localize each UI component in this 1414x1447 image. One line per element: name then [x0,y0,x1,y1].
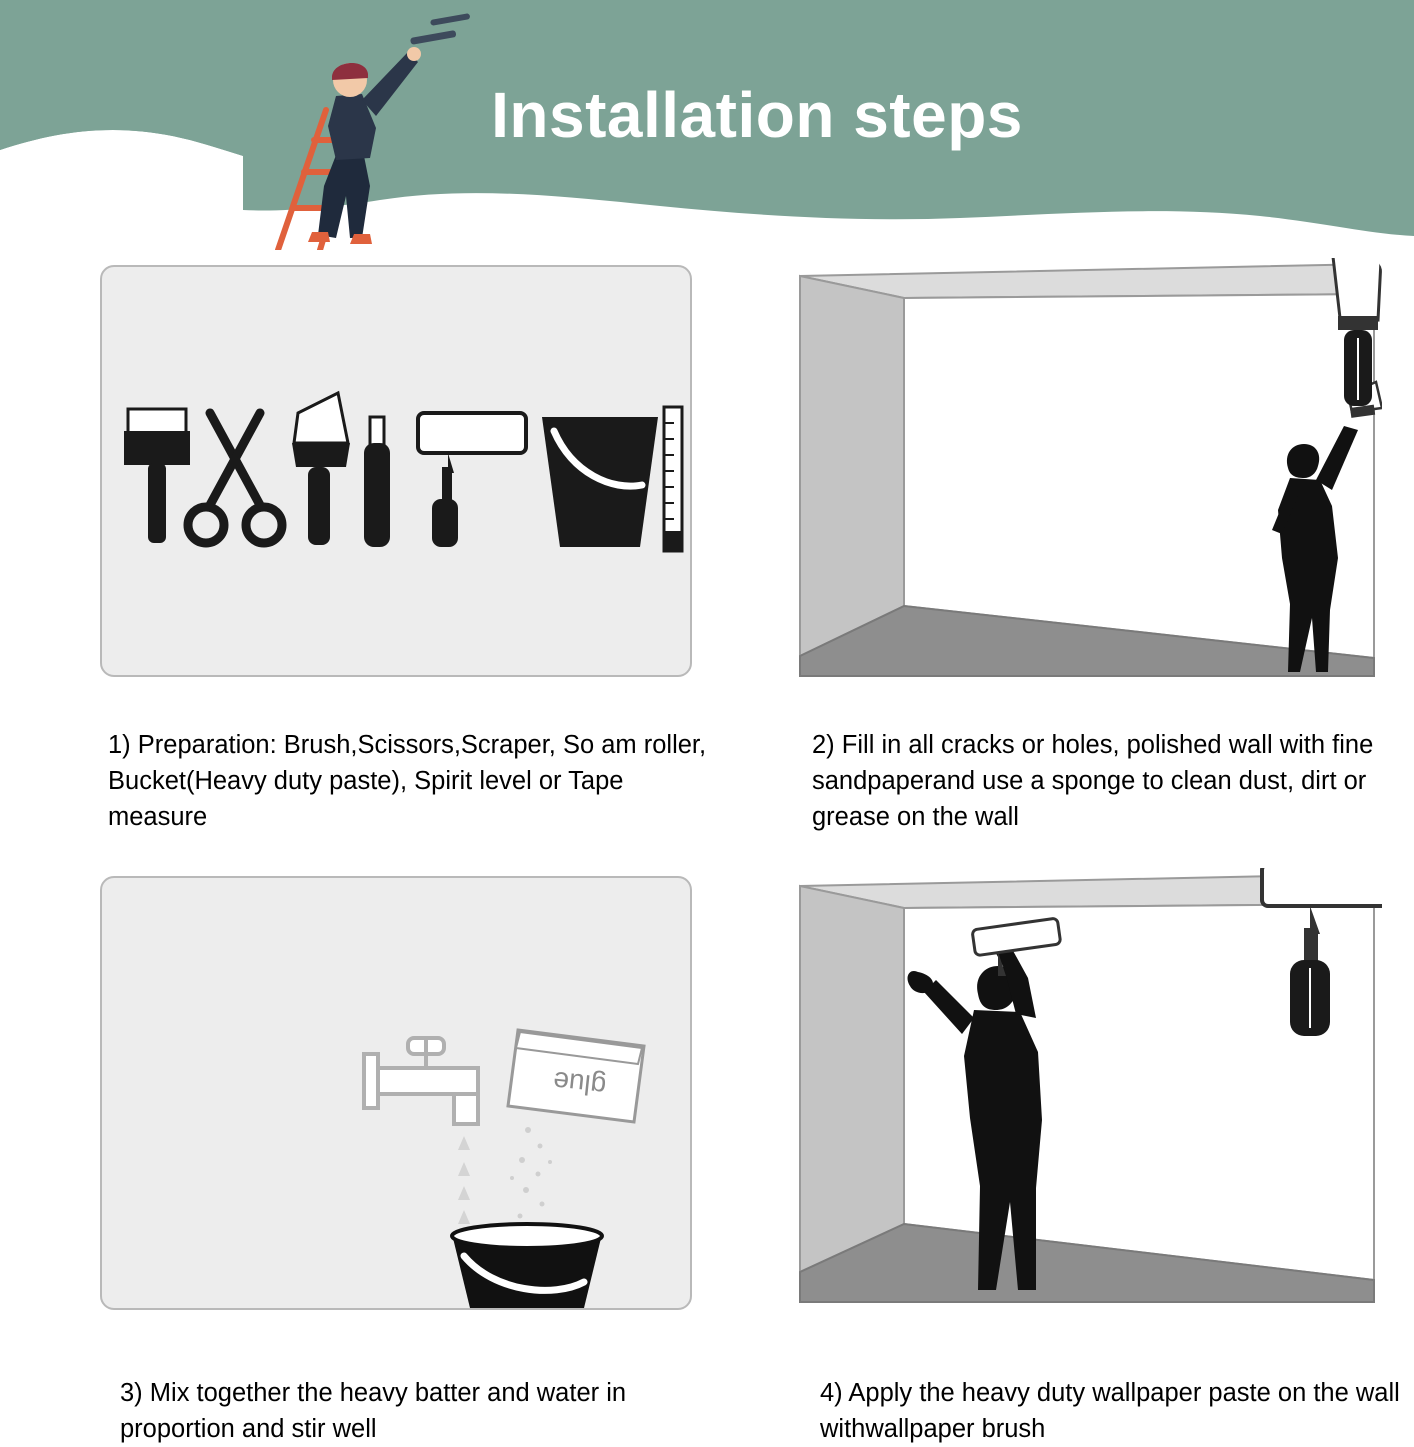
header-banner [0,0,1414,262]
step-4-caption [820,1375,1410,1447]
utility-knife-icon [364,417,390,547]
water-drops [458,1136,470,1224]
glue-packet-label: glue [551,1065,608,1103]
step-2-text: Fill in all cracks or holes, polished wall with fine sandpaperand use a sponge to clean dust, dirt or grease on the wall [812,731,1374,832]
wall-preparation-illustration [792,258,1382,680]
spirit-level-icon [664,407,682,551]
side-wall [800,276,904,656]
tools-illustration [102,267,690,675]
step-3-text: Mix together the heavy batter and water in proportion and stir well [120,1379,627,1444]
glue-packet [508,1030,644,1122]
step-1-text: Preparation: Brush,Scissors,Scraper, So am roller, Bucket(Heavy duty paste), Spirit level or Tape measure [108,731,707,832]
side-wall [800,886,904,1272]
mixing-paste-illustration [102,878,690,1308]
step-2-number: 2) [812,731,835,759]
faucet-icon [364,1038,478,1124]
page-title: Installation steps [491,79,1023,151]
step-3-number: 3) [120,1379,143,1407]
scraper-icon [292,393,350,545]
paint-roller-icon [418,413,526,547]
ceiling [800,264,1374,298]
step-3-caption [120,1375,700,1447]
scissors-icon [188,413,282,543]
step-3-image [100,876,692,1310]
bucket-icon [452,1224,602,1308]
bucket-icon [542,417,658,547]
painter-on-ladder-illustration [258,0,498,250]
step-1-caption [108,727,708,836]
step-1-image [100,265,692,677]
step-4-image [792,868,1382,1306]
applying-paste-illustration [792,868,1382,1306]
brush-icon [124,409,190,543]
step-1-number: 1) [108,731,131,759]
step-4-number: 4) [820,1379,843,1407]
powder-stream [510,1127,552,1231]
step-2-image [792,258,1382,680]
step-2-caption [812,727,1412,836]
step-4-text: Apply the heavy duty wallpaper paste on the wall withwallpaper brush [820,1379,1400,1444]
